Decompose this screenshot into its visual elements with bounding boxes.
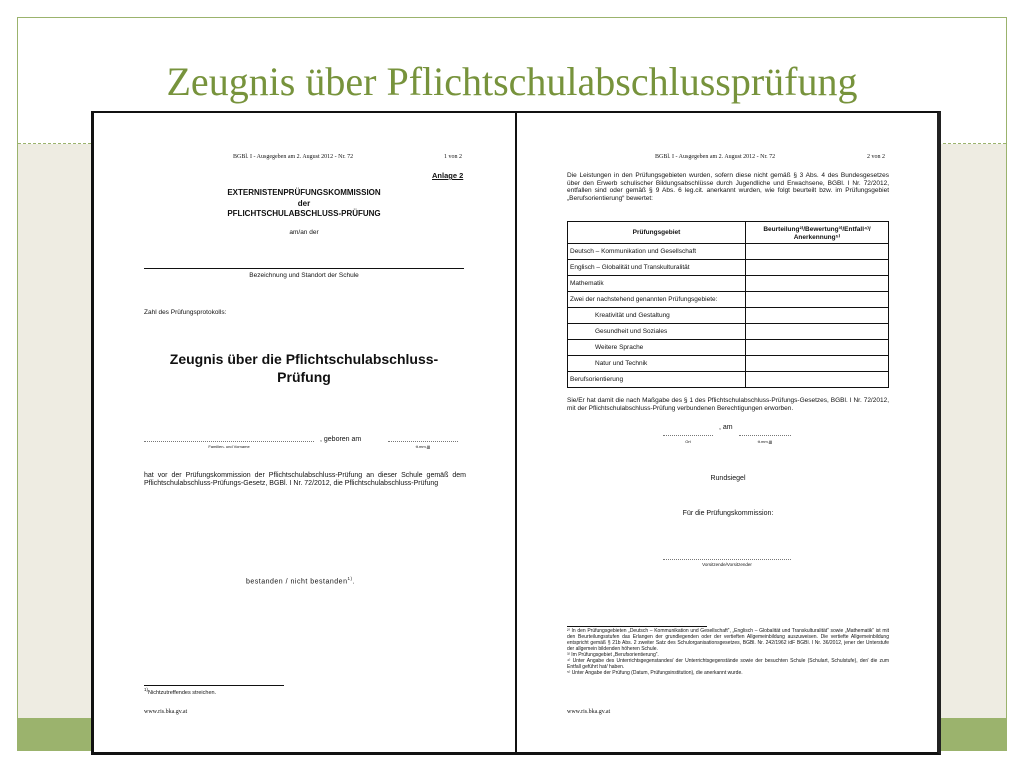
am-an-der: am/an der: [289, 229, 319, 236]
subject-cell: Gesundheit und Soziales: [568, 324, 746, 340]
table-row: [568, 308, 889, 324]
footnote: [144, 687, 216, 696]
document-image: [91, 111, 941, 755]
date-caption: tt.mm.jjjj: [757, 439, 773, 444]
school-caption: Bezeichnung und Standort der Schule: [249, 272, 359, 279]
page-header: BGBl. I - Ausgegeben am 2. August 2012 - Nr. 72: [233, 154, 354, 160]
footnote-2: ²⁾ In den Prüfungsgebieten „Deutsch – Kommunikation und Gesellschaft“, „Englisch – Globalität und Transkulturalität“ sowie „Mathematik“ ist mit den Beurteilungsstufen das Erlangen der grundlegenden oder der vertieften Allgemeinbildung auszuweisen. Die vertiefte Allgemeinbildung entspricht gemäß § 21b Abs. 2 zweiter Satz des Schulorganisationsgesetzes, BGBl. Nr. 242/1962 idF BGBl. I Nr. 36/2012, jener der Unterstufe der allgemein bildenden höheren Schule.: [567, 628, 889, 652]
result-footnote-ref: 1): [347, 576, 353, 581]
grade-cell: [746, 276, 889, 292]
source-url: www.ris.bka.gv.at: [144, 709, 188, 715]
table-row: [568, 276, 889, 292]
table-row: [568, 356, 889, 372]
grades-table: [567, 221, 889, 388]
footnote-3: ³⁾ Im Prüfungsgebiet „Berufsorientierung“.: [567, 652, 659, 658]
table-row: [568, 372, 889, 388]
commission-line-2: der: [297, 199, 311, 208]
date-line: [739, 435, 791, 436]
rundsiegel: Rundsiegel: [710, 475, 746, 482]
grade-cell: [746, 244, 889, 260]
commission-line-3: PFLICHTSCHULABSCHLUSS-PRÜFUNG: [227, 209, 381, 218]
subject-cell: Zwei der nachstehend genannten Prüfungsgebiete:: [568, 292, 746, 308]
subject-cell: Natur und Technik: [568, 356, 746, 372]
footnote-text: Nichtzutreffendes streichen.: [148, 689, 217, 696]
grade-cell: [746, 356, 889, 372]
table-header-row: [568, 222, 889, 244]
table-row: [568, 292, 889, 308]
body-text: hat vor der Prüfungskommission der Pflichtschulabschluss-Prüfung an dieser Schule gemäß dem Pflichtschulabschluss-Prüfungs-Gesetz, BGBl. I Nr. 72/2012, die Pflichtschulabschluss-Prüfung: [144, 472, 466, 487]
anlage-label: Anlage 2: [432, 171, 464, 180]
name-caption: Familien- und Vorname: [208, 444, 250, 449]
document-page-2: [517, 113, 938, 752]
am-label: , am: [719, 424, 733, 431]
table-row: [568, 324, 889, 340]
grade-cell: [746, 324, 889, 340]
footnote-5: ⁵⁾ Unter Angabe der Prüfung (Datum, Prüfungsinstitution), die anerkannt wurde.: [567, 670, 743, 676]
footnotes: [567, 628, 889, 676]
subject-cell: Deutsch – Kommunikation und Gesellschaft: [568, 244, 746, 260]
place-caption: Ort: [685, 439, 691, 444]
grade-cell: [746, 308, 889, 324]
name-line: [144, 441, 314, 442]
birth-date-line: [388, 441, 458, 442]
rights-text: Sie/Er hat damit die nach Maßgabe des § 1 des Pflichtschulabschluss-Prüfungs-Gesetzes, BGBl. I Nr. 72/2012, mit der Pflichtschulabschluss-Prüfung verbundenen Berechtigungen erworben.: [567, 397, 889, 412]
page-header: BGBl. I - Ausgegeben am 2. August 2012 - Nr. 72: [655, 154, 776, 160]
date-caption: tt.mm.jjjj: [415, 444, 431, 449]
school-line: [144, 268, 464, 269]
table-row: [568, 244, 889, 260]
table-row: [568, 340, 889, 356]
intro-text: Die Leistungen in den Prüfungsgebieten wurden, sofern diese nicht gemäß § 3 Abs. 4 des Bundesgesetzes über den Erwerb schulischer Bildungsabschlüsse durch Jugendliche und Erwachsene, BGBl. I Nr. 72/2012, entfallen sind oder gemäß § 9 Abs. 6 leg.cit. anerkannt wurden, wie folgt beurteilt bzw. im Prüfungsgebiet „Berufsorientierung“ bewertet:: [567, 172, 889, 202]
geboren-am: , geboren am: [320, 436, 362, 443]
place-line: [663, 435, 713, 436]
subject-cell: Weitere Sprache: [568, 340, 746, 356]
subject-cell: Berufsorientierung: [568, 372, 746, 388]
footnote-4: ⁴⁾ Unter Angabe des Unterrichtsgegenstandes/ der Unterrichtsgegenstände sowie der besuchten Schule (Schulart, Schulstufe), der/ die zum Entfall geführt hat/ haben.: [567, 658, 889, 670]
table-row: [568, 260, 889, 276]
page-number: 2 von 2: [867, 154, 885, 160]
source-url: www.ris.bka.gv.at: [567, 709, 611, 715]
subject-cell: Mathematik: [568, 276, 746, 292]
signature-caption: Vorsitzende/Vorsitzender: [702, 562, 752, 567]
footnote-rule: [144, 685, 284, 686]
result-text: bestanden / nicht bestanden$^{1)}$.: [246, 576, 355, 586]
result-label: bestanden / nicht bestanden: [246, 578, 348, 586]
commission-label: Für die Prüfungskommission:: [682, 510, 774, 517]
footnote-rule: [567, 626, 707, 627]
slide-title: Zeugnis über Pflichtschulabschlussprüfung: [166, 59, 858, 104]
subject-cell: Englisch – Globalität und Transkulturalität: [568, 260, 746, 276]
signature-line: [663, 559, 791, 560]
zeugnis-title-line-1: Zeugnis über die Pflichtschulabschluss-: [169, 351, 439, 367]
footnote-marker: 1): [144, 687, 149, 692]
commission-line-1: EXTERNISTENPRÜFUNGSKOMMISSION: [227, 188, 381, 197]
page-number: 1 von 2: [444, 154, 462, 160]
grade-cell: [746, 260, 889, 276]
protocol-label: Zahl des Prüfungsprotokolls:: [144, 309, 227, 316]
table-header-grade: Beurteilung²⁾/Bewertung³⁾/Entfall⁴⁾/ Anerkennung⁵⁾: [746, 222, 889, 244]
document-page-1: [94, 113, 515, 752]
table-header-area: Prüfungsgebiet: [568, 222, 746, 244]
grade-cell: [746, 340, 889, 356]
grade-cell: [746, 372, 889, 388]
subject-cell: Kreativität und Gestaltung: [568, 308, 746, 324]
grade-cell: [746, 292, 889, 308]
zeugnis-title-line-2: Prüfung: [277, 369, 331, 385]
